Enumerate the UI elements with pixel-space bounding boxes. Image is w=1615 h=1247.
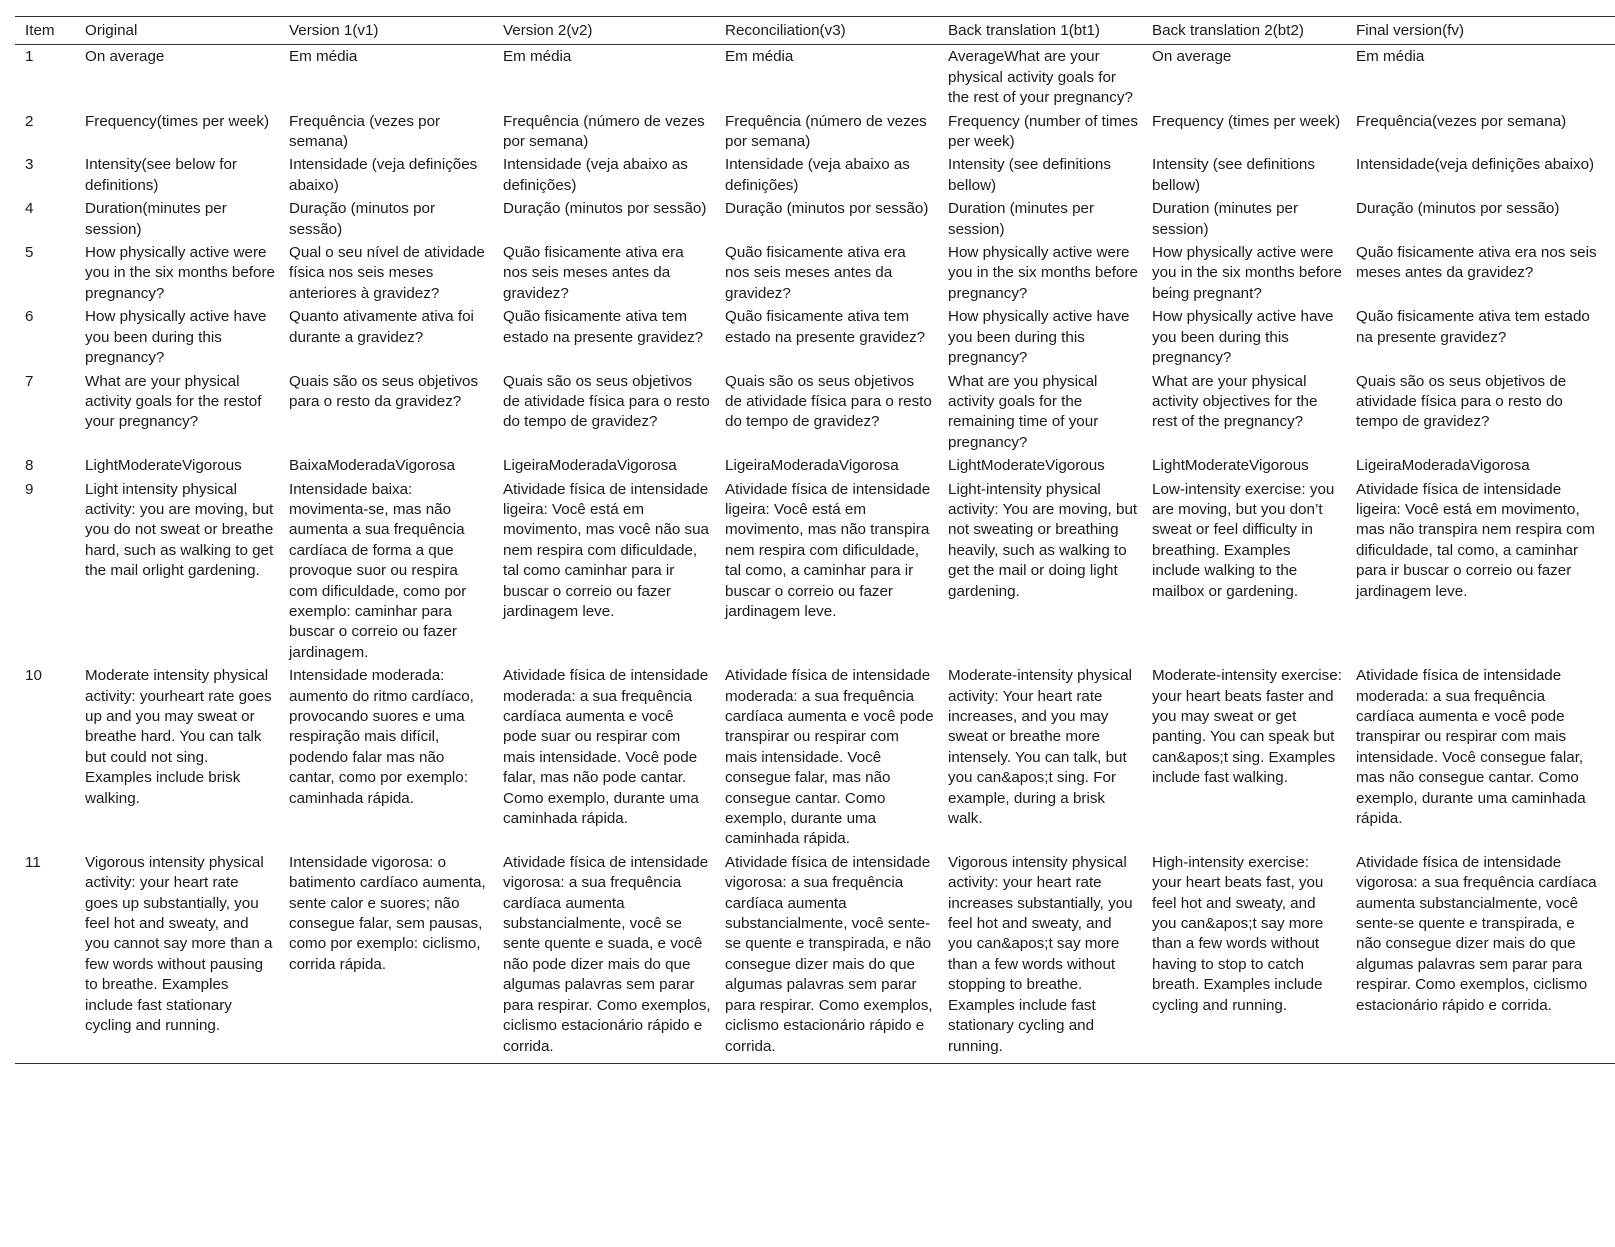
cell-original: How physically active have you been during this pregnancy? bbox=[85, 308, 267, 367]
cell-back-translation-2: On average bbox=[1152, 48, 1232, 66]
cell-reconciliation: Quão fisicamente ativa tem estado na presente gravidez? bbox=[725, 308, 926, 346]
cell-back-translation-2: High-intensity exercise: your heart beats fast, you feel hot and sweaty, and you can&apos;t say more than a few words without having to stop to catch breath. Examples include cycling and running. bbox=[1152, 851, 1356, 1064]
cell-reconciliation: Quais são os seus objetivos de atividade física para o resto do tempo de gravidez? bbox=[725, 372, 932, 431]
cell-item: 10 bbox=[25, 667, 42, 685]
translation-table bbox=[15, 16, 1615, 1064]
cell-original: Moderate intensity physical activity: yourheart rate goes up and you may sweat or breathe hard. You can talk but could not sing. Examples include brisk walking. bbox=[85, 667, 272, 807]
table-row bbox=[15, 454, 1615, 477]
cell-item: 6 bbox=[25, 308, 34, 326]
cell-version-2: Atividade física de intensidade vigorosa: a sua frequência cardíaca aumenta substancialmente, você se sente quente e suada, e você não pode dizer mais do que algumas palavras sem parar para respirar. Como exemplos, ciclismo estacionário rápido e corrida. bbox=[503, 851, 725, 1064]
cell-item: 7 bbox=[25, 372, 34, 390]
cell-reconciliation: Em média bbox=[725, 48, 794, 66]
cell-version-1: Intensidade moderada: aumento do ritmo cardíaco, provocando suores e uma respiração mais difícil, podendo falar mas não cantar, como por exemplo: caminhada rápida. bbox=[289, 667, 474, 807]
cell-original: Intensity(see below for definitions) bbox=[85, 156, 237, 194]
cell-original: Frequency(times per week) bbox=[85, 112, 270, 130]
cell-back-translation-1: Light-intensity physical activity: You are moving, but not sweating or breathing heavily, such as walking to get the mail or doing light gardening. bbox=[948, 480, 1138, 600]
cell-back-translation-2: LightModerateVigorous bbox=[1152, 457, 1309, 475]
cell-final-version: Quão fisicamente ativa tem estado na presente gravidez? bbox=[1356, 308, 1590, 346]
table-row bbox=[15, 664, 1615, 851]
cell-back-translation-1: AverageWhat are your physical activity goals for the rest of your pregnancy? bbox=[948, 48, 1133, 107]
table-row bbox=[15, 197, 1615, 241]
column-header-back-translation-2: Back translation 2(bt2) bbox=[1152, 17, 1356, 45]
cell-back-translation-2: Frequency (times per week) bbox=[1152, 112, 1341, 130]
cell-back-translation-1: How physically active were you in the six months before pregnancy? bbox=[948, 244, 1138, 302]
table-row bbox=[15, 851, 1615, 1064]
cell-version-2: Atividade física de intensidade ligeira: Você está em movimento, mas você não sua nem respira com dificuldade, tal como caminhar para ir buscar o correio ou fazer jardinagem leve. bbox=[503, 480, 709, 620]
cell-version-2: Em média bbox=[503, 48, 572, 66]
cell-original: Vigorous intensity physical activity: your heart rate goes up substantially, you feel hot and sweaty, and you cannot say more than a few words without pausing to breathe. Examples include fast stationary cycling and running. bbox=[85, 851, 289, 1064]
cell-version-2: Frequência (número de vezes por semana) bbox=[503, 112, 705, 151]
cell-version-1: Duração (minutos por sessão) bbox=[289, 200, 436, 238]
cell-item: 2 bbox=[25, 112, 34, 130]
cell-back-translation-1: Duration (minutes per session) bbox=[948, 200, 1095, 238]
cell-version-2: Atividade física de intensidade moderada: a sua frequência cardíaca aumenta e você pode suar ou respirar com mais intensidade. Você pode falar, mas não pode cantar. Como exemplo, durante uma caminhada rápida. bbox=[503, 667, 709, 828]
column-header-final-version: Final version(fv) bbox=[1356, 17, 1615, 45]
cell-item: 5 bbox=[25, 244, 34, 262]
table-row bbox=[15, 110, 1615, 154]
cell-back-translation-2: How physically active were you in the six months before being pregnant? bbox=[1152, 244, 1342, 302]
cell-version-1: BaixaModeradaVigorosa bbox=[289, 457, 456, 475]
cell-version-1: Quanto ativamente ativa foi durante a gravidez? bbox=[289, 308, 474, 346]
cell-original: LightModerateVigorous bbox=[85, 457, 242, 475]
cell-item: 1 bbox=[25, 48, 34, 66]
cell-reconciliation: Atividade física de intensidade moderada: a sua frequência cardíaca aumenta e você pode transpirar ou respirar com mais intensidade. Você consegue falar, mas não consegue cantar. Como exemplo, durante uma caminhada rápida. bbox=[725, 667, 934, 848]
table-row bbox=[15, 478, 1615, 665]
cell-back-translation-2: Intensity (see definitions bellow) bbox=[1152, 156, 1315, 194]
table-row bbox=[15, 241, 1615, 305]
cell-reconciliation: Frequência (número de vezes por semana) bbox=[725, 112, 927, 151]
cell-back-translation-1: Intensity (see definitions bellow) bbox=[948, 156, 1111, 194]
cell-version-1: Qual o seu nível de atividade física nos seis meses anteriores à gravidez? bbox=[289, 244, 485, 302]
column-header-original: Original bbox=[85, 17, 289, 45]
column-header-version-1: Version 1(v1) bbox=[289, 17, 503, 45]
cell-version-2: Duração (minutos por sessão) bbox=[503, 200, 707, 218]
table-row bbox=[15, 153, 1615, 197]
cell-reconciliation: Atividade física de intensidade ligeira: Você está em movimento, mas não transpira nem respira com dificuldade, tal como, a caminhar para ir buscar o correio ou fazer jardinagem leve. bbox=[725, 480, 931, 620]
cell-item: 8 bbox=[25, 457, 34, 475]
column-header-item: Item bbox=[15, 17, 85, 45]
cell-version-2: LigeiraModeradaVigorosa bbox=[503, 457, 677, 475]
cell-item: 11 bbox=[15, 851, 85, 1064]
cell-final-version: LigeiraModeradaVigorosa bbox=[1356, 457, 1530, 475]
cell-item: 9 bbox=[25, 480, 34, 498]
cell-back-translation-2: Duration (minutes per session) bbox=[1152, 200, 1299, 238]
cell-version-1: Intensidade baixa: movimenta-se, mas não aumenta a sua frequência cardíaca de forma a que provoque suor ou respira com dificuldade, como por exemplo: caminhar para buscar o correio ou fazer jardinagem. bbox=[289, 480, 467, 661]
cell-back-translation-2: Low-intensity exercise: you are moving, but you don’t sweat or feel difficulty in breathing. Examples include walking to the mailbox or gardening. bbox=[1152, 480, 1335, 600]
cell-back-translation-1: LightModerateVigorous bbox=[948, 457, 1105, 475]
table-row bbox=[15, 45, 1615, 110]
cell-back-translation-2: Moderate-intensity exercise: your heart beats faster and you may sweat or get panting. You can speak but can&apos;t sing. Examples include fast walking. bbox=[1152, 667, 1342, 787]
table-row bbox=[15, 305, 1615, 369]
header-row bbox=[15, 17, 1615, 45]
cell-final-version: Quais são os seus objetivos de atividade física para o resto do tempo de gravidez? bbox=[1356, 372, 1567, 431]
cell-item: 3 bbox=[25, 156, 34, 174]
cell-original: Light intensity physical activity: you are moving, but you do not sweat or breathe hard, such as walking to get the mail orlight gardening. bbox=[85, 480, 274, 580]
cell-back-translation-1: Vigorous intensity physical activity: your heart rate increases substantially, you feel hot and sweaty, and you can&apos;t say more than a few words without stopping to breathe. Examples include fast stationary cycling and running. bbox=[948, 851, 1152, 1064]
cell-reconciliation: Intensidade (veja abaixo as definições) bbox=[725, 156, 910, 194]
cell-final-version: Quão fisicamente ativa era nos seis meses antes da gravidez? bbox=[1356, 244, 1597, 282]
cell-original: On average bbox=[85, 48, 165, 66]
cell-version-2: Intensidade (veja abaixo as definições) bbox=[503, 156, 688, 194]
cell-final-version: Atividade física de intensidade ligeira: Você está em movimento, mas não transpira nem respira com dificuldade, tal como, a caminhar para ir buscar o correio ou fazer jardinagem leve. bbox=[1356, 480, 1595, 600]
cell-final-version: Intensidade(veja definições abaixo) bbox=[1356, 156, 1595, 174]
cell-version-2: Quão fisicamente ativa tem estado na presente gravidez? bbox=[503, 308, 704, 346]
table-row bbox=[15, 370, 1615, 455]
cell-version-2: Quais são os seus objetivos de atividade física para o resto do tempo de gravidez? bbox=[503, 372, 710, 431]
cell-version-1: Intensidade vigorosa: o batimento cardíaco aumenta, sente calor e suores; não consegue falar, sem pausas, como por exemplo: ciclismo, corrida rápida. bbox=[289, 851, 503, 1064]
column-header-version-2: Version 2(v2) bbox=[503, 17, 725, 45]
cell-final-version: Duração (minutos por sessão) bbox=[1356, 200, 1560, 218]
cell-reconciliation: Quão fisicamente ativa era nos seis meses antes da gravidez? bbox=[725, 244, 906, 302]
cell-back-translation-2: How physically active have you been during this pregnancy? bbox=[1152, 308, 1334, 367]
cell-final-version: Frequência(vezes por semana) bbox=[1356, 112, 1567, 130]
cell-final-version: Atividade física de intensidade vigorosa: a sua frequência cardíaca aumenta substancialmente, você sente-se quente e transpirada, e não consegue dizer mais do que algumas palavras sem parar para respirar. Como exemplos, ciclismo estacionário rápido e corrida. bbox=[1356, 851, 1615, 1064]
cell-original: What are your physical activity goals for the restof your pregnancy? bbox=[85, 372, 262, 431]
cell-back-translation-2: What are your physical activity objectives for the rest of the pregnancy? bbox=[1152, 372, 1318, 431]
cell-version-1: Frequência (vezes por semana) bbox=[289, 112, 441, 151]
cell-version-1: Quais são os seus objetivos para o resto da gravidez? bbox=[289, 372, 479, 410]
column-header-back-translation-1: Back translation 1(bt1) bbox=[948, 17, 1152, 45]
cell-original: How physically active were you in the six months before pregnancy? bbox=[85, 244, 275, 302]
cell-back-translation-1: How physically active have you been during this pregnancy? bbox=[948, 308, 1130, 367]
column-header-reconciliation: Reconciliation(v3) bbox=[725, 17, 948, 45]
table-body bbox=[15, 45, 1615, 1064]
cell-final-version: Atividade física de intensidade moderada: a sua frequência cardíaca aumenta e você pode transpirar ou respirar com mais intensidade. Você consegue falar, mas não consegue cantar. Como exemplo, durante uma caminhada rápida. bbox=[1356, 667, 1586, 828]
cell-back-translation-1: Moderate-intensity physical activity: Your heart rate increases, and you may sweat or breathe more intensely. You can talk, but you can&apos;t sing. For example, during a brisk walk. bbox=[948, 667, 1133, 828]
cell-version-1: Em média bbox=[289, 48, 358, 66]
cell-reconciliation: Duração (minutos por sessão) bbox=[725, 200, 929, 218]
cell-original: Duration(minutes per session) bbox=[85, 200, 227, 238]
cell-reconciliation: LigeiraModeradaVigorosa bbox=[725, 457, 899, 475]
cell-back-translation-1: What are you physical activity goals for the remaining time of your pregnancy? bbox=[948, 372, 1099, 451]
cell-back-translation-1: Frequency (number of times per week) bbox=[948, 112, 1138, 151]
cell-final-version: Em média bbox=[1356, 48, 1425, 66]
cell-item: 4 bbox=[25, 200, 34, 218]
cell-reconciliation: Atividade física de intensidade vigorosa: a sua frequência cardíaca aumenta substancialmente, você sente-se quente e transpirada, e não consegue dizer mais do que algumas palavras sem parar para respirar. Como exemplos, ciclismo estacionário rápido e corrida. bbox=[725, 851, 948, 1064]
cell-version-1: Intensidade (veja definições abaixo) bbox=[289, 156, 478, 194]
cell-version-2: Quão fisicamente ativa era nos seis meses antes da gravidez? bbox=[503, 244, 684, 302]
